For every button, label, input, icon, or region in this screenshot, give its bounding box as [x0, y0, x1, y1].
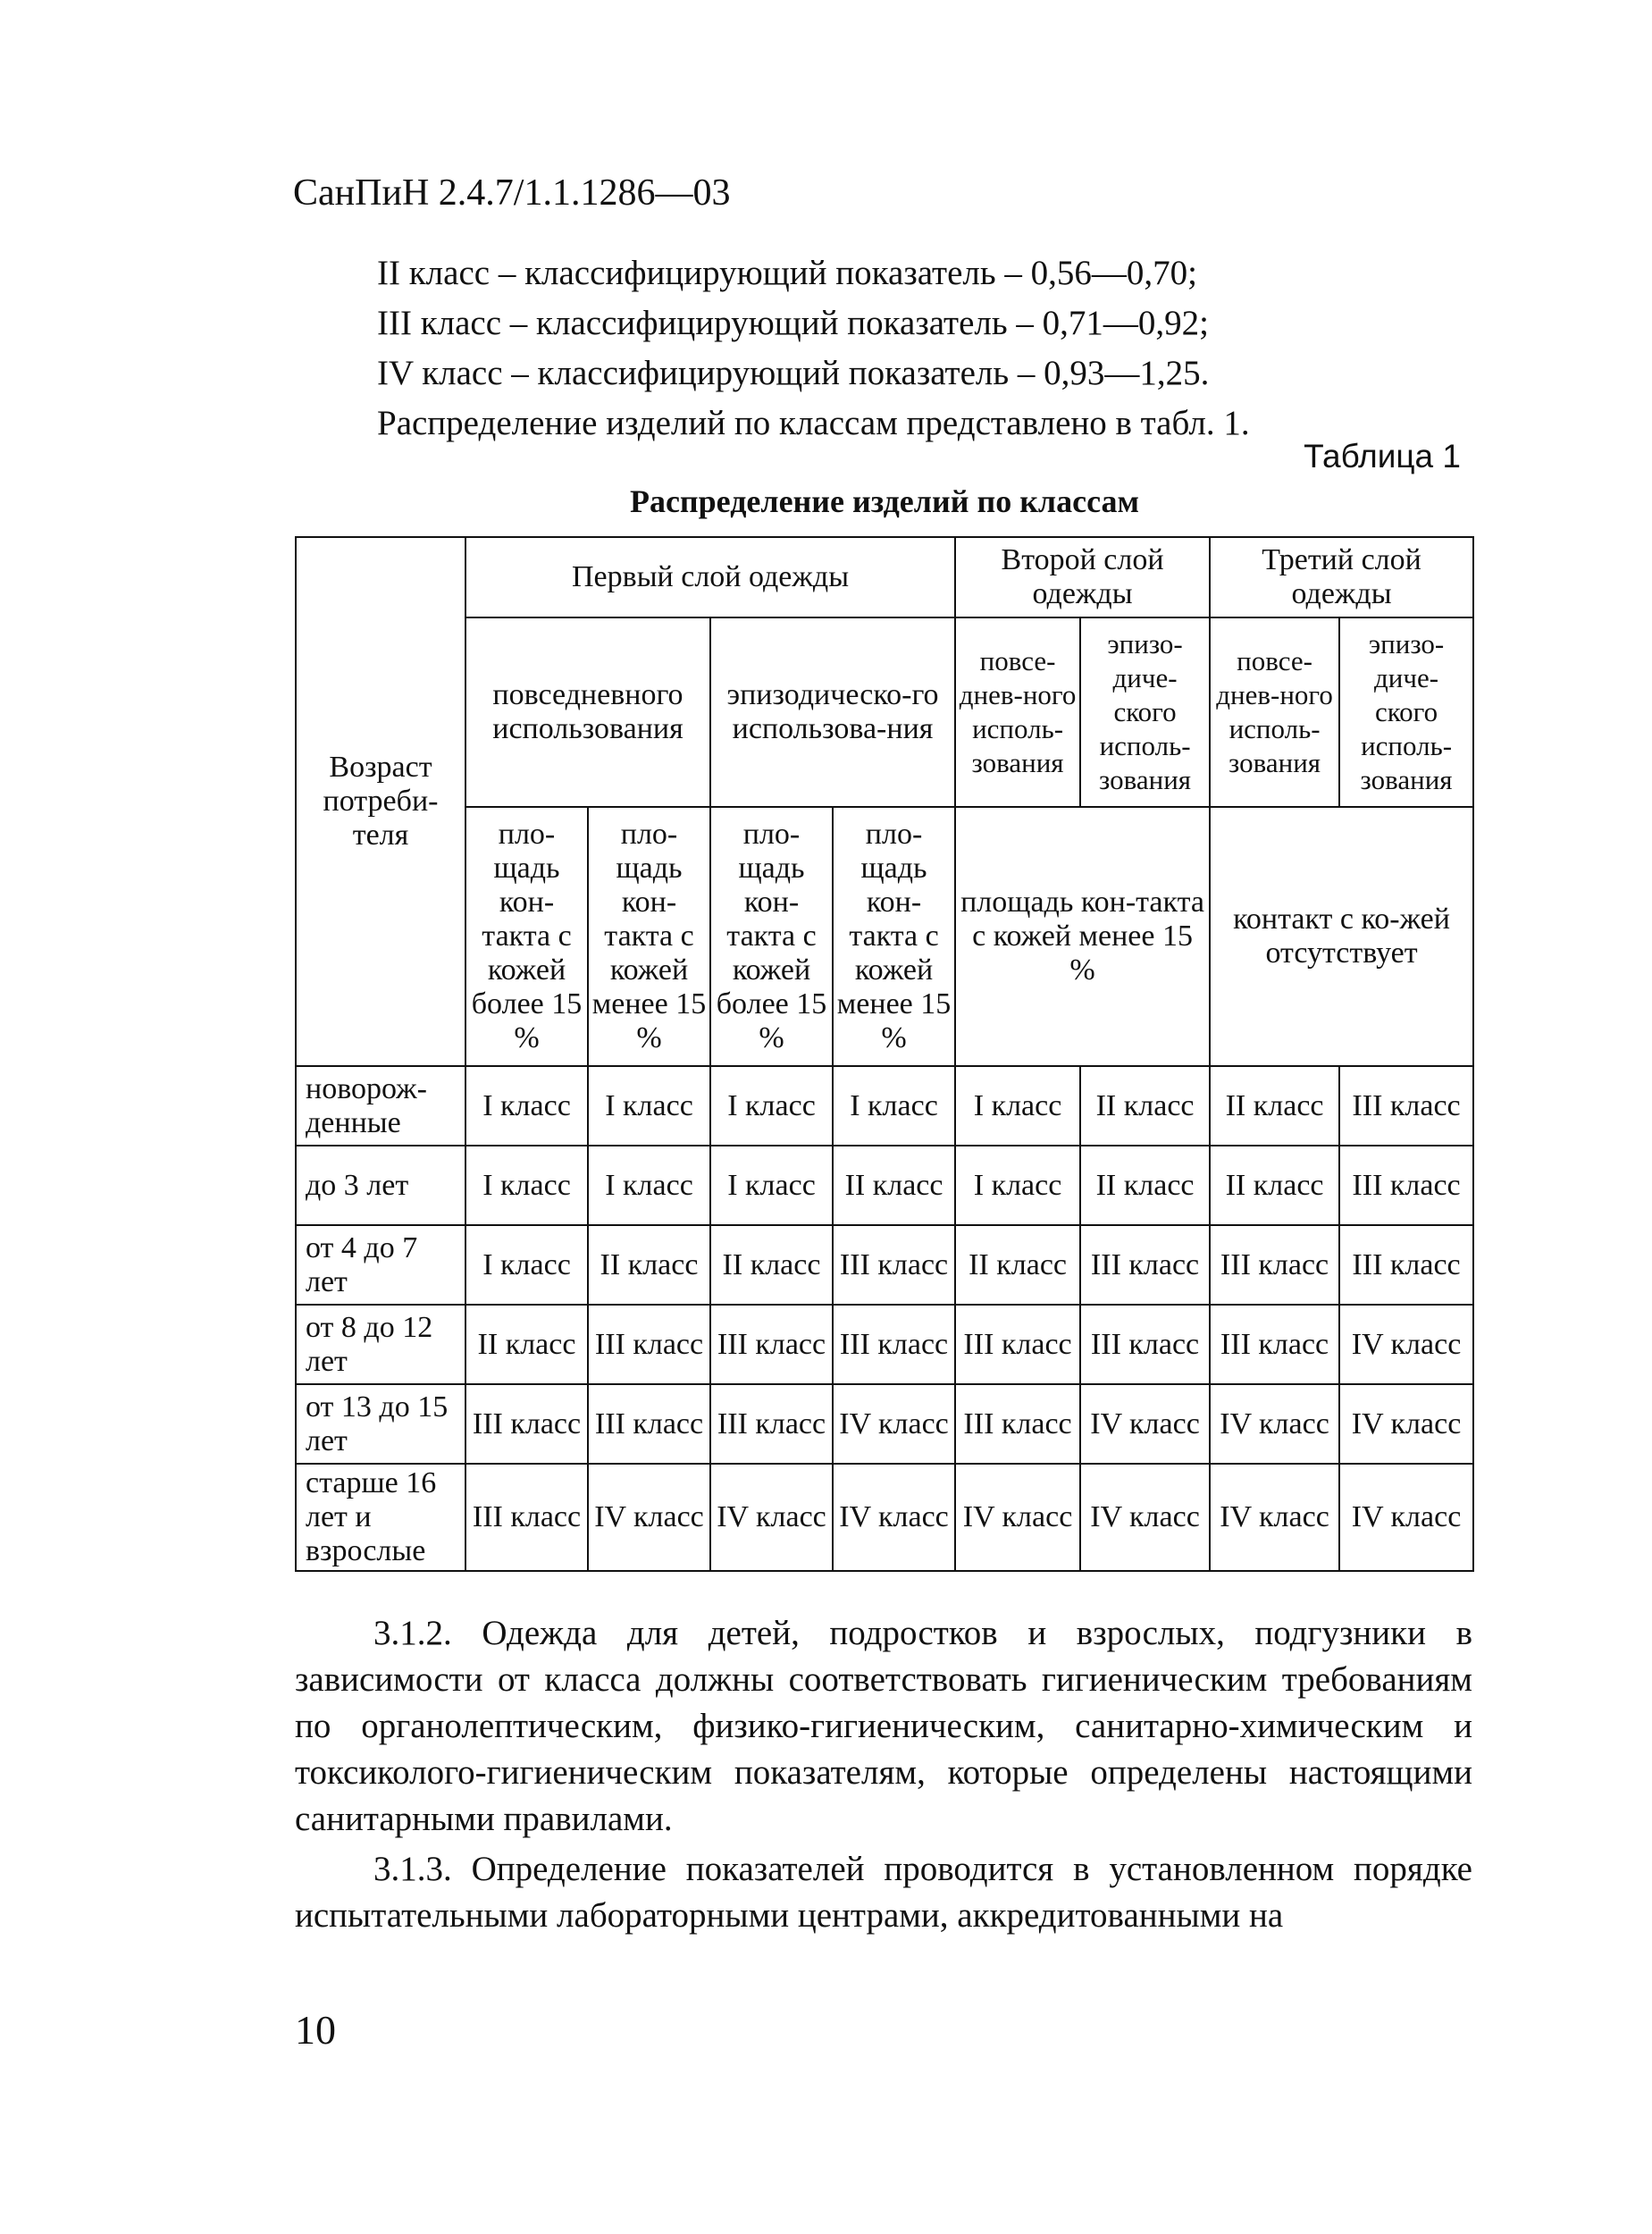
class-cell: III класс: [955, 1305, 1080, 1384]
age-cell: до 3 лет: [296, 1146, 465, 1225]
age-cell: от 8 до 12 лет: [296, 1305, 465, 1384]
class-cell: III класс: [1210, 1225, 1339, 1305]
paragraph-3-1-2: 3.1.2. Одежда для детей, подростков и взрослых, подгузники в зависимости от класса должны соответствовать гигиеническим требованиям по органолептическим, физико-гигиеническим, санитарно-химическим и токсиколого-гигиеническим показателям, которые определены настоящими санитарными правилами.: [295, 1614, 1472, 1838]
table-row: [296, 1146, 1473, 1225]
class-cell: IV класс: [833, 1464, 955, 1571]
class-cell: II класс: [833, 1146, 955, 1225]
age-cell: новорож-денные: [296, 1066, 465, 1146]
table-row: [296, 1305, 1473, 1384]
age-cell: старше 16 лет и взрослые: [296, 1464, 465, 1571]
class-cell: IV класс: [833, 1384, 955, 1464]
class-distribution-table: [295, 536, 1474, 1572]
usage-header-episodic: эпизодическо-го использова-ния: [710, 617, 955, 807]
class-cell: IV класс: [588, 1464, 710, 1571]
class-cell: III класс: [710, 1305, 833, 1384]
class-cell: I класс: [465, 1066, 588, 1146]
class-cell: III класс: [1339, 1066, 1473, 1146]
contact-header-third: контакт с ко-жей отсутствует: [1210, 807, 1473, 1066]
class-cell: IV класс: [1339, 1464, 1473, 1571]
age-header-cell: Возраст потреби-теля: [296, 537, 465, 1066]
class-cell: IV класс: [955, 1464, 1080, 1571]
class-cell: I класс: [955, 1146, 1080, 1225]
table-reference-line: Распределение изделий по классам представлено в табл. 1.: [377, 404, 1250, 442]
class-cell: II класс: [1080, 1066, 1210, 1146]
class-cell: III класс: [710, 1384, 833, 1464]
document-code: СанПиН 2.4.7/1.1.1286—03: [293, 172, 731, 214]
class-cell: IV класс: [1080, 1464, 1210, 1571]
class-cell: I класс: [465, 1146, 588, 1225]
class-line-ii: II класс – классифицирующий показатель – 0,56—0,70;: [377, 254, 1197, 292]
usage-header-third-daily: повсе-днев-ного исполь-зования: [1210, 617, 1339, 807]
table-title: Распределение изделий по классам: [629, 483, 1140, 519]
class-cell: III класс: [1080, 1305, 1210, 1384]
class-cell: II класс: [955, 1225, 1080, 1305]
class-list: [377, 248, 1449, 449]
class-cell: III класс: [1210, 1305, 1339, 1384]
class-cell: IV класс: [1210, 1384, 1339, 1464]
table-row: [296, 1464, 1473, 1571]
class-cell: II класс: [588, 1225, 710, 1305]
usage-header-daily: повседневного использования: [465, 617, 710, 807]
class-cell: II класс: [1080, 1146, 1210, 1225]
class-cell: I класс: [710, 1146, 833, 1225]
usage-header-second-daily: повсе-днев-ного исполь-зования: [955, 617, 1080, 807]
class-cell: III класс: [1080, 1225, 1210, 1305]
class-cell: III класс: [833, 1305, 955, 1384]
table-number: Таблица 1: [1304, 438, 1461, 475]
class-cell: I класс: [465, 1225, 588, 1305]
class-line-iii: III класс – классифицирующий показатель – 0,71—0,92;: [377, 304, 1209, 342]
layer-header-third: Третий слой одежды: [1210, 537, 1473, 617]
table-row: [296, 1066, 1473, 1146]
contact-header: пло-щадь кон-такта с кожей менее 15 %: [833, 807, 955, 1066]
paragraph-3-1-3: 3.1.3. Определение показателей проводится в установленном порядке испытательными лабораторными центрами, аккредитованными на: [295, 1850, 1472, 1935]
contact-header: пло-щадь кон-такта с кожей более 15 %: [710, 807, 833, 1066]
table-row: [296, 1384, 1473, 1464]
age-cell: от 4 до 7 лет: [296, 1225, 465, 1305]
class-cell: I класс: [588, 1066, 710, 1146]
class-cell: IV класс: [1339, 1384, 1473, 1464]
class-cell: II класс: [1210, 1066, 1339, 1146]
layer-header-first: Первый слой одежды: [465, 537, 955, 617]
class-cell: III класс: [588, 1305, 710, 1384]
age-cell: от 13 до 15 лет: [296, 1384, 465, 1464]
class-cell: I класс: [833, 1066, 955, 1146]
contact-header: пло-щадь кон-такта с кожей более 15 %: [465, 807, 588, 1066]
class-cell: III класс: [1339, 1146, 1473, 1225]
class-line-iv: IV класс – классифицирующий показатель – 0,93—1,25.: [377, 354, 1210, 392]
class-cell: IV класс: [1339, 1305, 1473, 1384]
class-cell: III класс: [955, 1384, 1080, 1464]
contact-header-second: площадь кон-такта с кожей менее 15 %: [955, 807, 1210, 1066]
contact-header: пло-щадь кон-такта с кожей менее 15 %: [588, 807, 710, 1066]
class-cell: II класс: [710, 1225, 833, 1305]
class-cell: III класс: [833, 1225, 955, 1305]
class-cell: III класс: [465, 1384, 588, 1464]
class-cell: IV класс: [1210, 1464, 1339, 1571]
class-cell: I класс: [710, 1066, 833, 1146]
class-cell: III класс: [1339, 1225, 1473, 1305]
class-cell: I класс: [955, 1066, 1080, 1146]
class-cell: II класс: [1210, 1146, 1339, 1225]
class-cell: III класс: [588, 1384, 710, 1464]
class-cell: II класс: [465, 1305, 588, 1384]
page-number: 10: [295, 2007, 336, 2053]
class-cell: I класс: [588, 1146, 710, 1225]
layer-header-second: Второй слой одежды: [955, 537, 1210, 617]
table-row: [296, 1225, 1473, 1305]
usage-header-third-episodic: эпизо-диче-ского исполь-зования: [1339, 617, 1473, 807]
usage-header-second-episodic: эпизо-диче-ского исполь-зования: [1080, 617, 1210, 807]
class-cell: IV класс: [710, 1464, 833, 1571]
class-cell: IV класс: [1080, 1384, 1210, 1464]
class-cell: III класс: [465, 1464, 588, 1571]
